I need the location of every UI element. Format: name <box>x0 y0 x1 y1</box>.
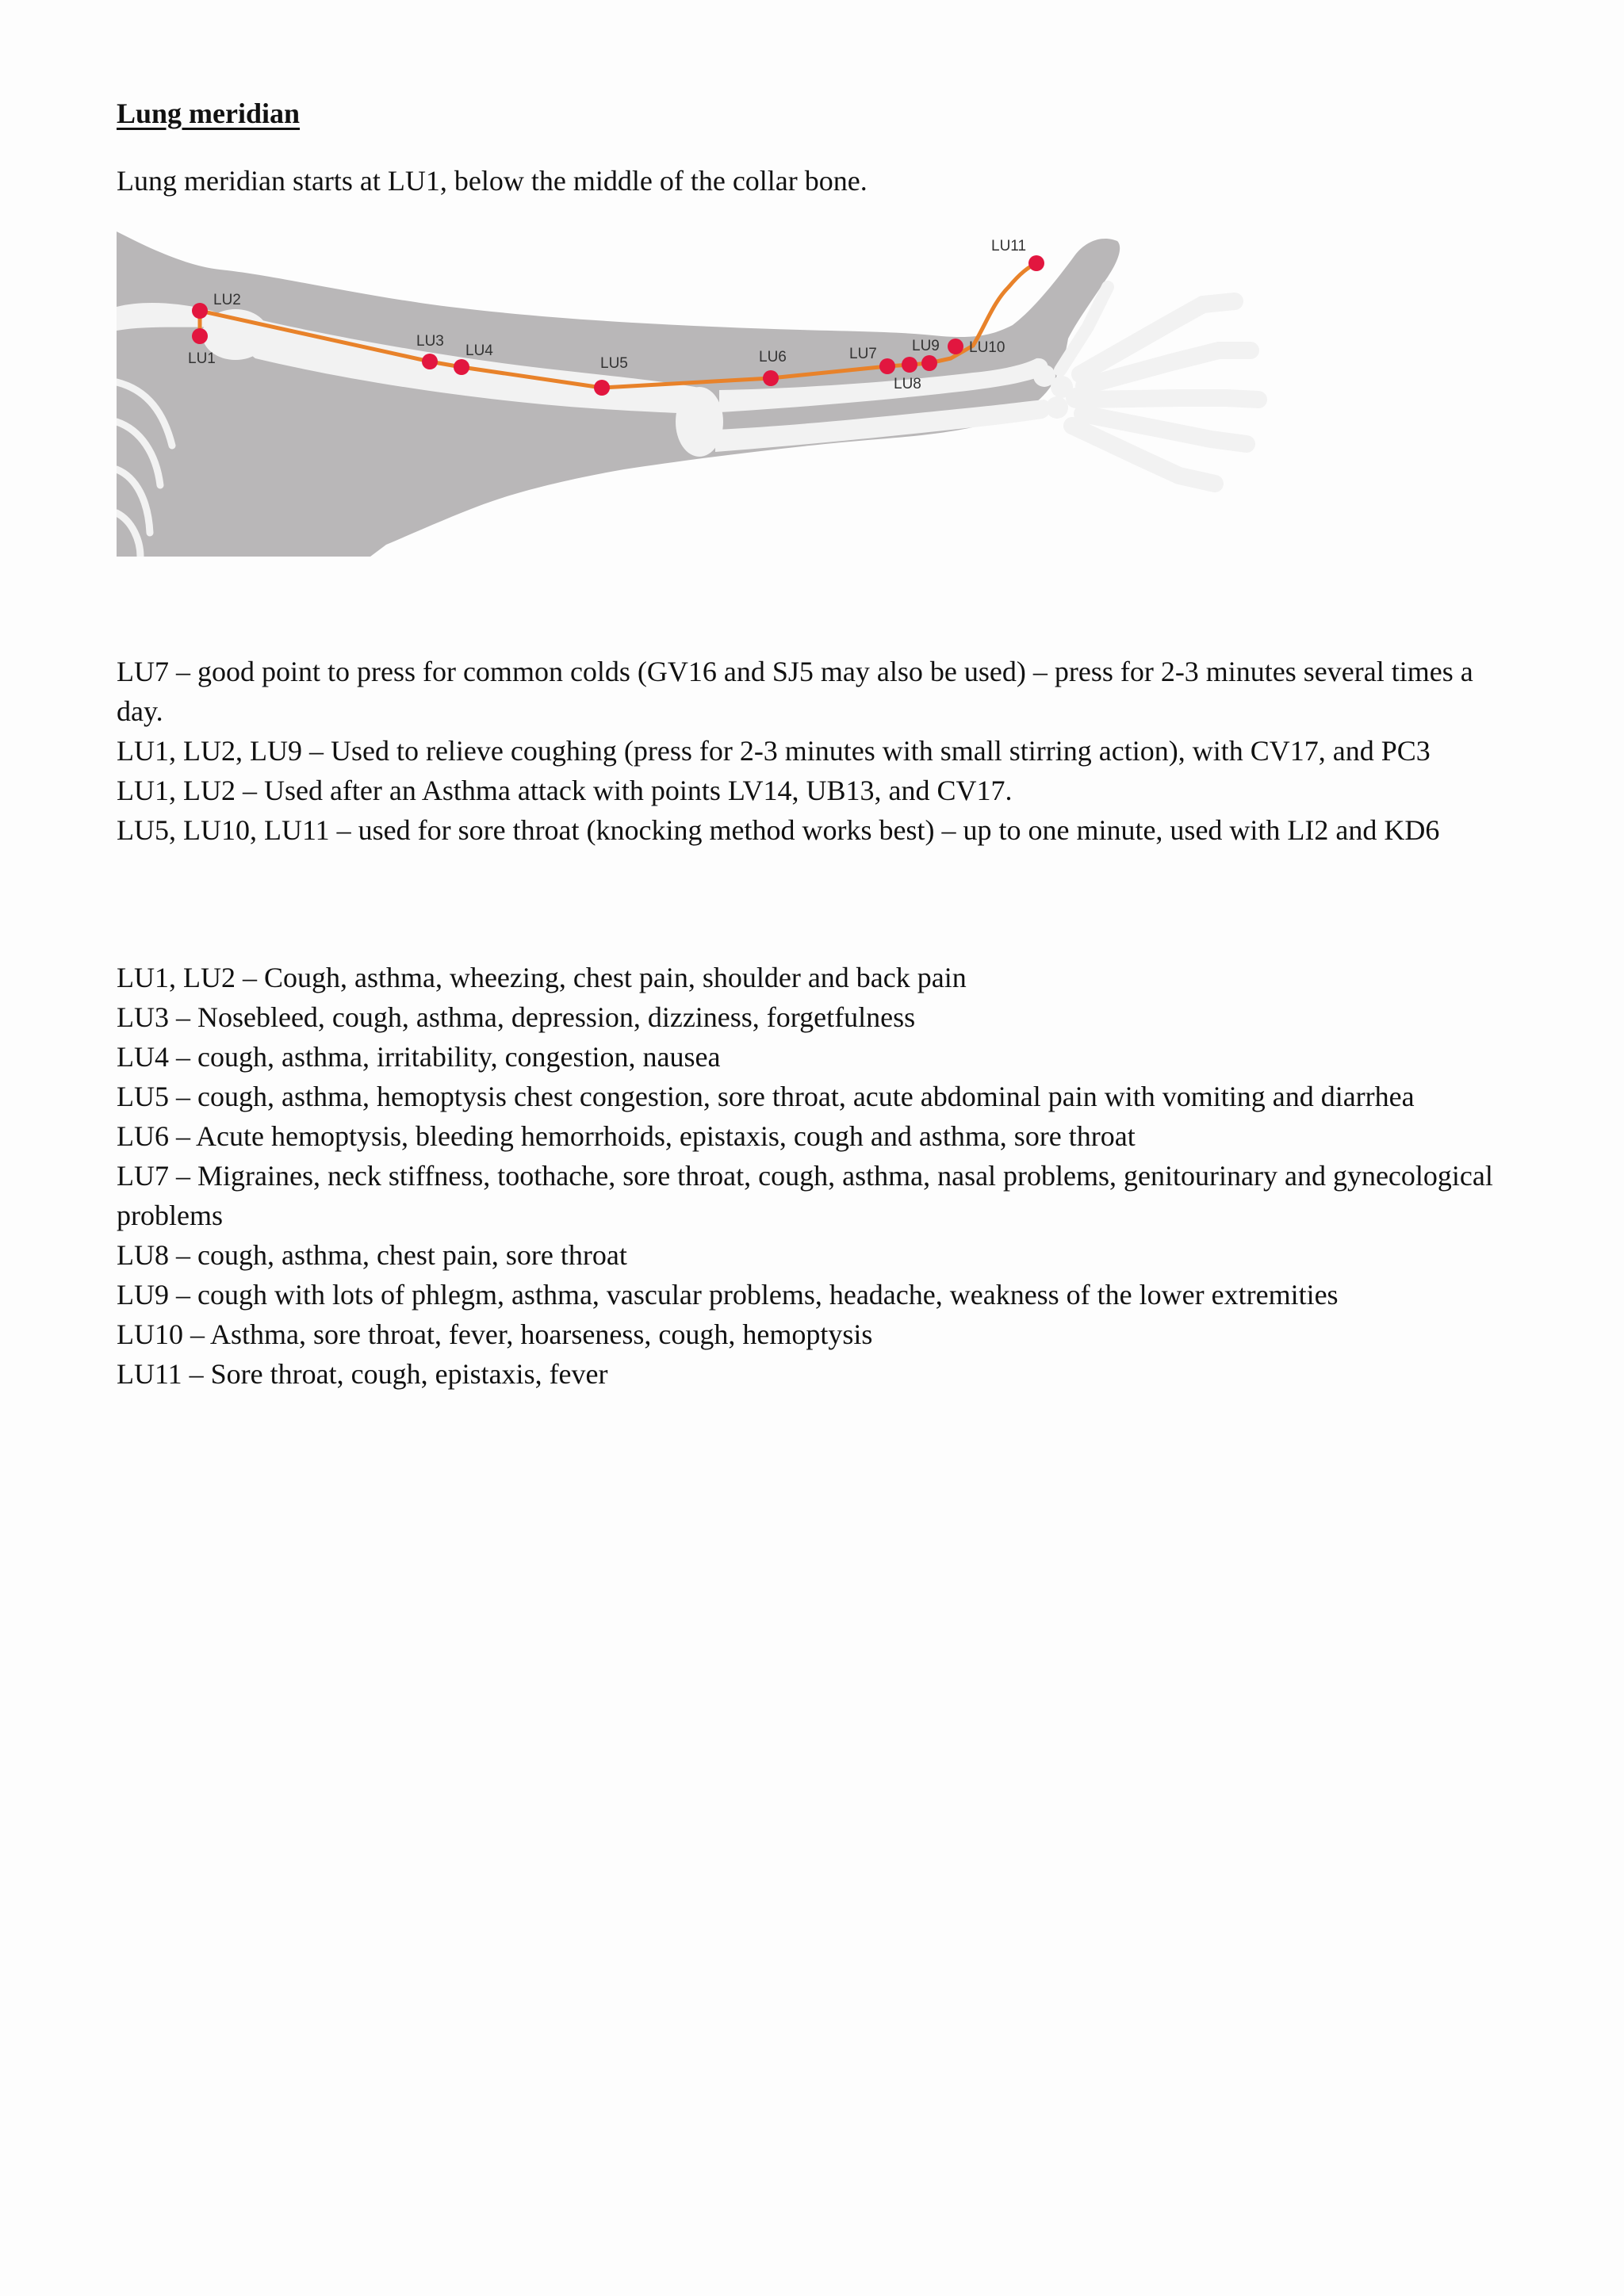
usage-note: LU7 – good point to press for common colds (GV16 and SJ5 may also be used) – press for 2-3 minutes several times a day. <box>117 656 1473 727</box>
usage-notes <box>117 652 1512 850</box>
indication-item: LU10 – Asthma, sore throat, fever, hoarseness, cough, hemoptysis <box>117 1318 873 1350</box>
indication-item: LU7 – Migraines, neck stiffness, toothache, sore throat, cough, asthma, nasal problems, genitourinary and gynecological problems <box>117 1160 1493 1231</box>
usage-note: LU5, LU10, LU11 – used for sore throat (knocking method works best) – up to one minute, used with LI2 and KD6 <box>117 814 1440 846</box>
indications-list <box>117 958 1512 1394</box>
label-lu3: LU3 <box>416 333 444 350</box>
indication-item: LU6 – Acute hemoptysis, bleeding hemorrhoids, epistaxis, cough and asthma, sore throat <box>117 1120 1136 1152</box>
page-title: Lung meridian <box>117 98 301 129</box>
label-lu10: LU10 <box>969 339 1005 356</box>
usage-note: LU1, LU2, LU9 – Used to relieve coughing (press for 2-3 minutes with small stirring action), with CV17, and PC3 <box>117 735 1431 767</box>
indication-item: LU1, LU2 – Cough, asthma, wheezing, chest pain, shoulder and back pain <box>117 962 967 993</box>
usage-note: LU1, LU2 – Used after an Asthma attack with points LV14, UB13, and CV17. <box>117 775 1013 806</box>
label-lu11: LU11 <box>991 238 1027 254</box>
indication-item: LU9 – cough with lots of phlegm, asthma, vascular problems, headache, weakness of the lower extremities <box>117 1279 1339 1311</box>
label-lu5: LU5 <box>600 355 628 372</box>
label-lu1: LU1 <box>188 350 216 367</box>
label-lu4: LU4 <box>465 342 493 359</box>
arm-skeleton-illustration <box>117 232 1623 557</box>
point-lu2 <box>192 303 208 319</box>
finger-bones <box>1072 301 1258 484</box>
label-lu9: LU9 <box>912 338 940 354</box>
indication-item: LU3 – Nosebleed, cough, asthma, depression, dizziness, forgetfulness <box>117 1001 916 1033</box>
indication-item: LU5 – cough, asthma, hemoptysis chest congestion, sore throat, acute abdominal pain with vomiting and diarrhea <box>117 1081 1415 1112</box>
point-lu5 <box>594 380 610 396</box>
point-lu4 <box>454 359 469 375</box>
point-lu3 <box>422 354 438 369</box>
intro-paragraph: Lung meridian starts at LU1, below the middle of the collar bone. <box>117 165 868 197</box>
indication-item: LU11 – Sore throat, cough, epistaxis, fever <box>117 1358 608 1390</box>
point-lu8 <box>902 357 917 373</box>
point-lu6 <box>763 370 779 386</box>
point-lu9 <box>921 355 937 371</box>
point-lu11 <box>1028 255 1044 271</box>
label-lu6: LU6 <box>759 349 787 365</box>
point-lu7 <box>879 358 895 374</box>
label-lu8: LU8 <box>894 376 921 392</box>
indication-item: LU8 – cough, asthma, chest pain, sore throat <box>117 1239 627 1271</box>
label-lu2: LU2 <box>213 292 241 308</box>
indication-item: LU4 – cough, asthma, irritability, congestion, nausea <box>117 1041 721 1073</box>
label-lu7: LU7 <box>849 346 877 362</box>
lung-meridian-figure <box>117 232 1623 557</box>
point-lu1 <box>192 328 208 344</box>
point-lu10 <box>948 339 963 354</box>
